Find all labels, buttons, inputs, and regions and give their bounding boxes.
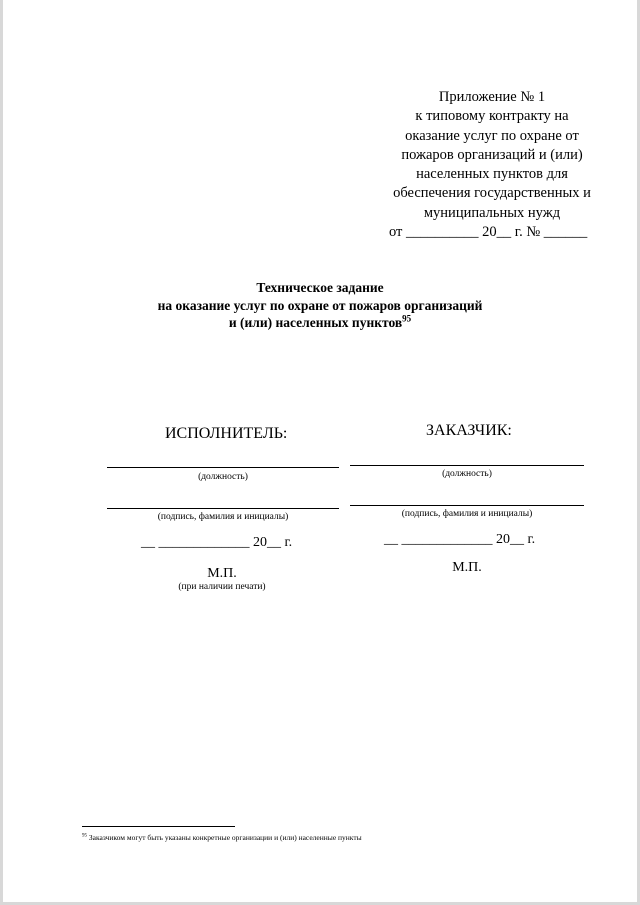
annex-line: к типовому контракту на [415, 108, 569, 125]
customer-position-caption: (должность) [442, 469, 492, 479]
annex-line: пожаров организаций и (или) [401, 146, 583, 163]
executor-position-caption: (должность) [198, 472, 248, 482]
annex-line: обеспечения государственных и [393, 185, 591, 202]
customer-position-line [350, 465, 584, 466]
executor-position-line [107, 467, 339, 468]
annex-line: Приложение № 1 [438, 89, 546, 105]
annex-line: оказание услуг по охране от [405, 127, 579, 144]
annex-block [372, 88, 612, 242]
footnote-text: Заказчиком могут быть указаны конкретные организации и (или) населенные пункты [88, 833, 362, 842]
title-line-2: на оказание услуг по охране от пожаров организаций [157, 297, 483, 313]
annex-line: населенных пунктов для [416, 166, 568, 183]
footnote [82, 833, 362, 842]
executor-date-row: __ _____________ 20__ г. [141, 535, 293, 550]
executor-signature-caption: (подпись, фамилия и инициалы) [157, 512, 289, 522]
footnote-number: 95 [82, 833, 87, 839]
scan-border-left [0, 0, 3, 905]
customer-stamp-label: М.П. [452, 560, 482, 575]
title-line-3 [120, 314, 520, 332]
document-title [120, 279, 520, 332]
footnote-rule [82, 826, 235, 827]
title-line-3-text: и (или) населенных пунктов [228, 315, 403, 330]
customer-heading: ЗАКАЗЧИК: [426, 422, 512, 439]
annex-date-line: от __________ 20__ г. № ______ [389, 224, 588, 241]
customer-date-row: __ _____________ 20__ г. [384, 532, 536, 547]
executor-stamp-note: (при наличии печати) [178, 582, 266, 592]
customer-signature-caption: (подпись, фамилия и инициалы) [401, 509, 533, 519]
executor-heading: ИСПОЛНИТЕЛЬ: [165, 425, 288, 442]
customer-signature-line [350, 505, 584, 506]
executor-signature-line [107, 508, 339, 509]
executor-stamp-label: М.П. [207, 566, 237, 581]
annex-line: муниципальных нужд [423, 204, 561, 221]
footnote-reference: 95 [402, 313, 412, 324]
title-line-1: Техническое задание [256, 280, 384, 295]
